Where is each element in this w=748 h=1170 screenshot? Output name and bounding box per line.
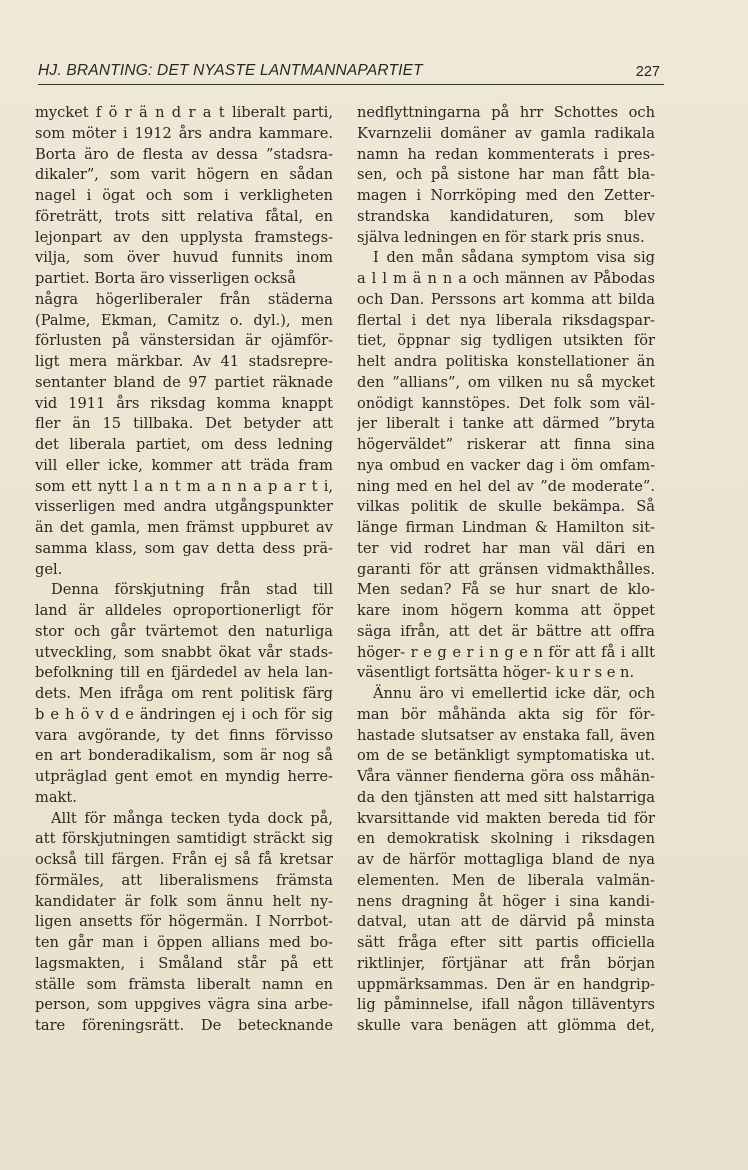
text-line: fler än 15 tillbaka. Det betyder att bbox=[35, 415, 333, 433]
text-line: kandidater är folk som ännu helt ny- bbox=[35, 892, 333, 910]
text-line: gel. bbox=[35, 560, 63, 578]
right-column bbox=[357, 103, 655, 1037]
text-line: nya ombud en vacker dag i öm omfam- bbox=[357, 456, 655, 474]
text-line: själva ledningen en för stark pris snus. bbox=[357, 228, 645, 246]
text-line: sätt fråga efter sitt partis officiella bbox=[357, 934, 655, 951]
text-line: I den mån sådana symptom visa sig bbox=[373, 249, 655, 267]
text-line: den ”allians”, om vilken nu så mycket bbox=[357, 373, 655, 391]
text-line: Kvarnzelii domäner av gamla radikala bbox=[357, 124, 655, 142]
text-line: en demokratisk skolning i riksdagen bbox=[357, 830, 655, 848]
text-line: jer liberalt i tanke att därmed ”bryta bbox=[357, 415, 655, 433]
text-line: förlusten på vänstersidan är ojämför- bbox=[35, 332, 333, 350]
text-line: tare föreningsrätt. De betecknande bbox=[35, 1017, 333, 1034]
text-line: datval, utan att de därvid på minsta bbox=[357, 913, 655, 931]
text-line: skulle vara benägen att glömma det, bbox=[357, 1017, 655, 1034]
text-line: helt andra politiska konstellationer än bbox=[357, 353, 655, 370]
text-line: högerväldet” riskerar att finna sina bbox=[357, 436, 655, 453]
text-line: också till färgen. Från ej så få kretsar bbox=[35, 851, 333, 868]
text-line: uppmärksammas. Den är en handgrip- bbox=[357, 975, 655, 993]
text-line: hastade slutsatser av enstaka fall, även bbox=[357, 726, 655, 744]
text-line: vara avgörande, ty det finns förvisso bbox=[35, 726, 333, 744]
text-line: man bör måhända akta sig för för- bbox=[357, 705, 655, 723]
text-line: namn ha redan kommenterats i pres- bbox=[357, 145, 655, 163]
text-line: visserligen med andra utgångspunkter bbox=[35, 498, 333, 516]
text-line: nagel i ögat och som i verkligheten bbox=[35, 187, 333, 204]
text-line: ten går man i öppen allians med bo- bbox=[35, 934, 333, 951]
text-line: Borta äro de flesta av dessa ”stadsra- bbox=[35, 145, 333, 163]
page-number: 227 bbox=[635, 64, 660, 80]
text-line: vilja, som över huvud funnits inom bbox=[35, 249, 333, 267]
text-line: säga ifrån, att det är bättre att offra bbox=[357, 622, 655, 640]
text-line: Ännu äro vi emellertid icke där, och bbox=[373, 685, 655, 702]
text-line: b e h ö v d e ändringen ej i och för sig bbox=[35, 705, 333, 723]
text-line: höger- r e g e r i n g e n för att få i allt bbox=[357, 643, 655, 661]
text-line: länge firman Lindman & Hamilton sit- bbox=[357, 519, 655, 536]
text-line: magen i Norrköping med den Zetter- bbox=[357, 187, 655, 204]
text-line: att förskjutningen samtidigt sträckt sig bbox=[35, 830, 333, 848]
text-line: stor och går tvärtemot den naturliga bbox=[35, 622, 333, 640]
left-column bbox=[35, 103, 333, 1037]
text-line: elementen. Men de liberala valmän- bbox=[357, 871, 655, 889]
text-line: kare inom högern komma att öppet bbox=[357, 602, 655, 619]
text-line: mycket f ö r ä n d r a t liberalt parti, bbox=[35, 104, 333, 121]
text-line: företrätt, trots sitt relativa fåtal, en bbox=[35, 207, 333, 225]
text-line: befolkning till en fjärdedel av hela lan- bbox=[35, 664, 333, 682]
text-line: väsentligt fortsätta höger- k u r s e n. bbox=[357, 664, 635, 682]
text-line: person, som uppgives vägra sina arbe- bbox=[35, 996, 333, 1014]
text-line: nedflyttningarna på hrr Schottes och bbox=[357, 104, 655, 121]
text-line: land är alldeles oproportionerligt för bbox=[35, 602, 333, 619]
page-header bbox=[38, 58, 664, 85]
text-line: vid 1911 års riksdag komma knappt bbox=[35, 394, 333, 412]
text-line: da den tjänsten att med sitt halstarriga bbox=[357, 788, 655, 806]
text-line: a l l m ä n n a och männen av Påbodas bbox=[357, 270, 655, 287]
text-line: sentanter bland de 97 partiet räknade bbox=[35, 373, 333, 391]
text-line: ning med en hel del av ”de moderate”. bbox=[357, 477, 655, 495]
text-line: än det gamla, men främst uppburet av bbox=[35, 519, 333, 536]
text-line: kvarsittande vid makten bereda tid för bbox=[357, 809, 655, 827]
text-line: ligen ansetts för högermän. I Norrbot- bbox=[35, 913, 333, 931]
text-line: ligt mera märkbar. Av 41 stadsrepre- bbox=[35, 353, 333, 370]
text-line: riktlinjer, förtjänar att från början bbox=[357, 954, 655, 972]
text-line: lejonpart av den upplysta framstegs- bbox=[35, 228, 333, 246]
text-line: utveckling, som snabbt ökat vår stads- bbox=[35, 643, 333, 661]
text-line: onödigt kannstöpes. Det folk som väl- bbox=[357, 394, 655, 412]
text-line: ter vid rodret har man väl däri en bbox=[357, 539, 655, 557]
text-line: tiet, öppnar sig tydligen utsikten för bbox=[357, 332, 655, 350]
text-line: samma klass, som gav detta dess prä- bbox=[35, 539, 333, 557]
text-line: sen, och på sistone har man fått bla- bbox=[357, 166, 655, 184]
text-line: vill eller icke, kommer att träda fram bbox=[35, 456, 333, 474]
text-line: om de se betänkligt symptomatiska ut. bbox=[357, 747, 655, 765]
text-line: dets. Men ifråga om rent politisk färg bbox=[35, 685, 333, 702]
text-line: ställe som främsta liberalt namn en bbox=[35, 975, 333, 993]
text-line: Men sedan? Få se hur snart de klo- bbox=[357, 581, 655, 599]
text-line: flertal i det nya liberala riksdagspar- bbox=[357, 311, 655, 329]
text-line: garanti för att gränsen vidmakthålles. bbox=[357, 560, 655, 578]
text-line: nens dragning åt höger i sina kandi- bbox=[357, 892, 655, 910]
text-line: några högerliberaler från städerna bbox=[35, 290, 333, 308]
text-line: som möter i 1912 års andra kammare. bbox=[35, 124, 333, 142]
text-line: lagsmakten, i Småland står på ett bbox=[35, 954, 333, 972]
text-line: och Dan. Perssons art komma att bilda bbox=[357, 290, 655, 308]
text-line: Våra vänner fienderna göra oss måhän- bbox=[357, 768, 655, 785]
text-line: partiet. Borta äro visserligen också bbox=[35, 270, 296, 287]
running-head: HJ. BRANTING: DET NYASTE LANTMANNAPARTIET bbox=[38, 62, 423, 79]
text-line: förmäles, att liberalismens främsta bbox=[35, 871, 333, 889]
text-line: lig påminnelse, ifall någon tilläventyrs bbox=[357, 996, 655, 1014]
text-line: Denna förskjutning från stad till bbox=[51, 581, 333, 599]
text-line: en art bonderadikalism, som är nog så bbox=[35, 747, 333, 765]
text-line: dikaler”, som varit högern en sådan bbox=[35, 166, 333, 184]
text-line: Allt för många tecken tyda dock på, bbox=[51, 809, 333, 827]
text-line: som ett nytt l a n t m a n n a p a r t i, bbox=[35, 477, 333, 495]
text-line: utpräglad gent emot en myndig herre- bbox=[35, 768, 333, 785]
text-line: (Palme, Ekman, Camitz o. dyl.), men bbox=[35, 311, 333, 329]
text-line: makt. bbox=[35, 788, 77, 806]
text-line: av de härför mottagliga bland de nya bbox=[357, 851, 655, 868]
text-line: strandska kandidaturen, som blev bbox=[357, 207, 655, 225]
text-line: vilkas politik de skulle bekämpa. Så bbox=[357, 498, 655, 516]
text-line: det liberala partiet, om dess ledning bbox=[35, 436, 333, 453]
